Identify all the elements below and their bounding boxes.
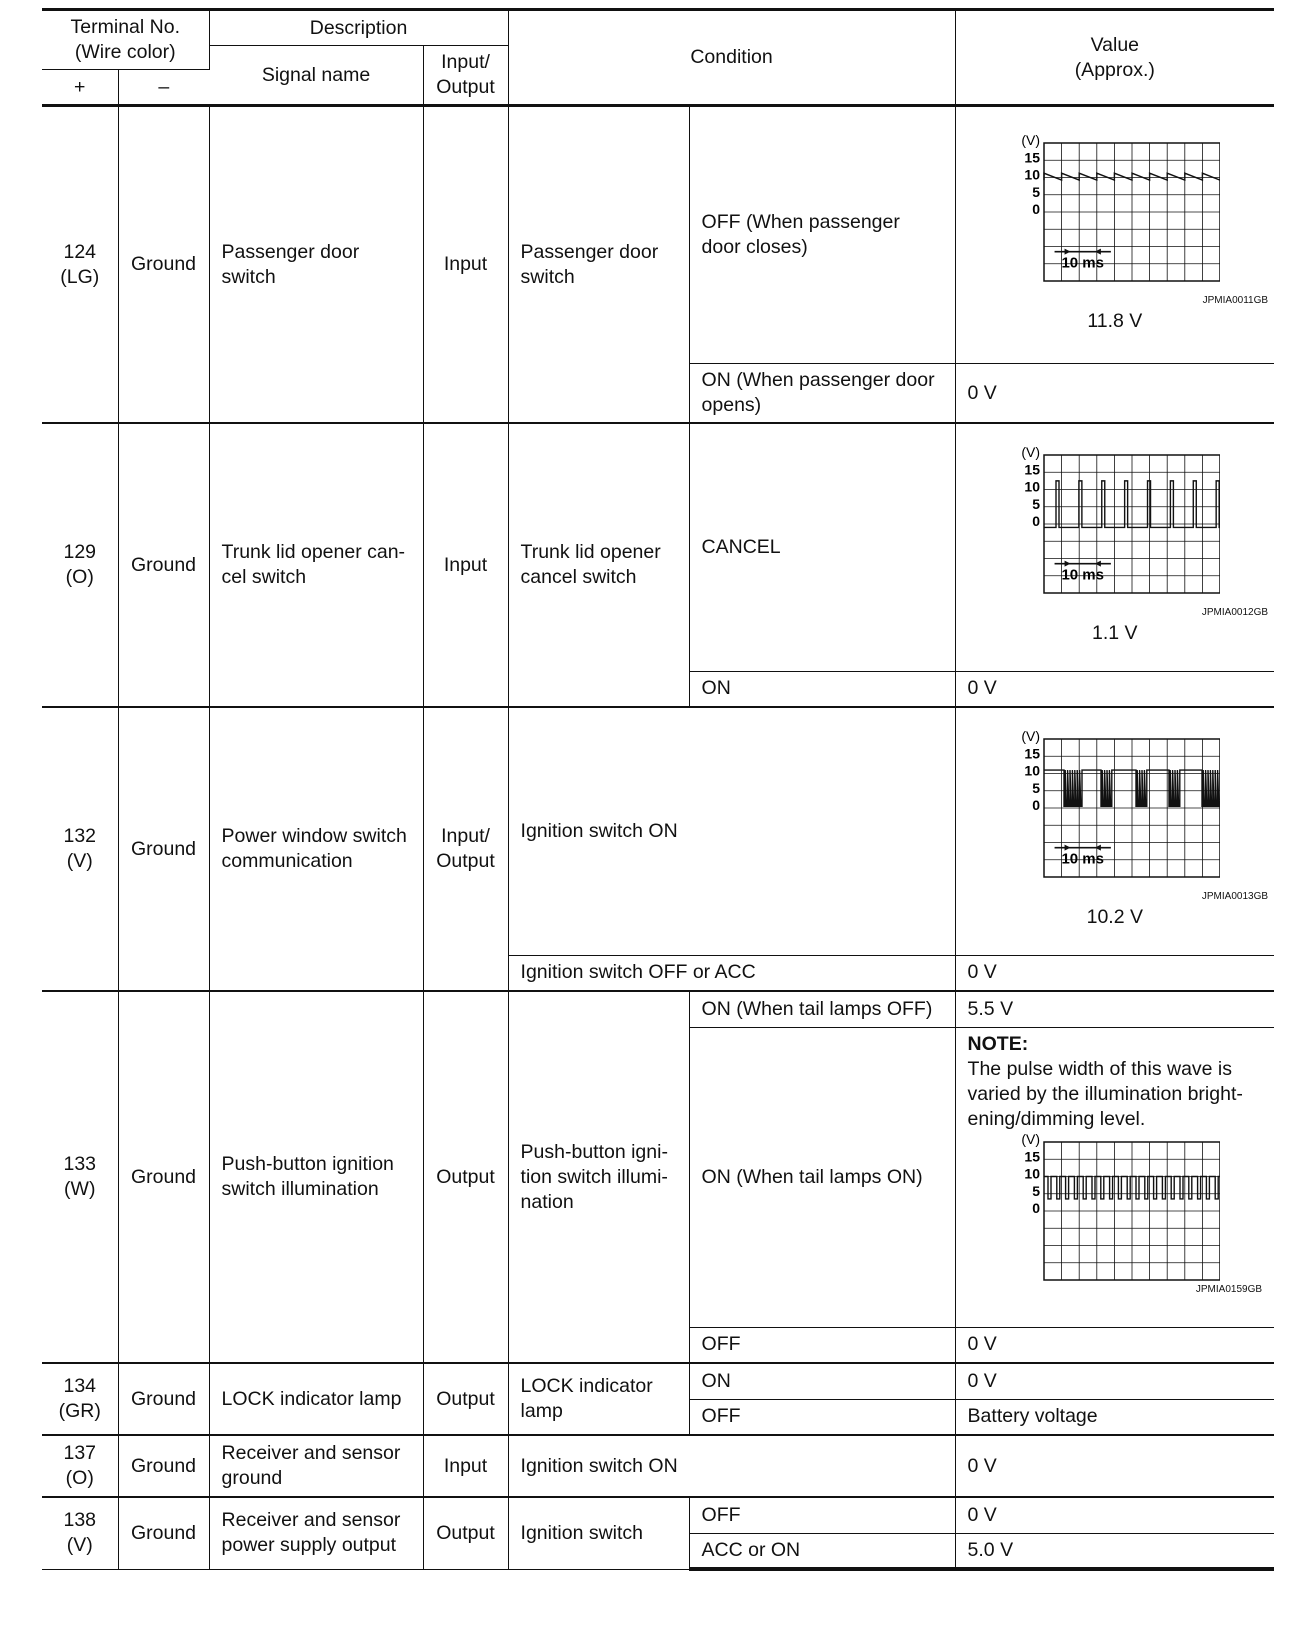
header-plus: + (42, 70, 118, 106)
header-value-label: Value (1090, 33, 1140, 56)
scope-tick-label: 15 (1024, 148, 1040, 165)
condition-state: CANCEL (689, 423, 955, 671)
terminal-table (42, 8, 1274, 1571)
minus-terminal: Ground (118, 1497, 209, 1569)
condition-state: ON (When tail lamps ON) (689, 1027, 955, 1327)
minus-terminal: Ground (118, 991, 209, 1363)
scope-tick-label: 10 (1024, 1165, 1040, 1181)
signal-name: Push-button ignition switch illumination (209, 991, 423, 1363)
minus-terminal: Ground (118, 707, 209, 991)
header-wire-color: (Wire color) (74, 41, 176, 63)
condition-state: ON (689, 1363, 955, 1399)
value-text: 10.2 V (1086, 905, 1143, 928)
condition-state: Ignition switch OFF or ACC (508, 955, 955, 991)
io-type: Output (423, 1497, 508, 1569)
header-condition: Condition (508, 10, 955, 106)
condition-state: OFF (689, 1327, 955, 1363)
scope-tick-label: 10 (1024, 478, 1040, 495)
waveform-trace (1044, 173, 1220, 180)
terminal-cell (42, 1435, 118, 1497)
value-text: 11.8 V (1087, 309, 1143, 332)
waveform-cell (955, 423, 1274, 671)
scope-tick-label: 5 (1032, 495, 1040, 512)
condition-state: ON (689, 671, 955, 707)
condition-state: Ignition switch ON (508, 707, 955, 955)
condition-group: Ignition switch (508, 1497, 689, 1569)
scope-tick-label: 15 (1024, 745, 1040, 761)
condition-state: OFF (689, 1497, 955, 1533)
io-type: Output (423, 991, 508, 1363)
condition-group: LOCK indicator lamp (508, 1363, 689, 1435)
value-text: 1.1 V (1092, 621, 1138, 644)
minus-terminal: Ground (118, 106, 209, 424)
value-text: 0 V (955, 1435, 1274, 1497)
scope-tick-label: 10 (1024, 762, 1040, 779)
terminal-cell (42, 707, 118, 991)
minus-terminal: Ground (118, 1435, 209, 1497)
waveform-figure (1010, 133, 1220, 293)
condition-group: Trunk lid opener cancel switch (508, 423, 689, 707)
waveform-figure (1010, 1132, 1220, 1282)
figure-code: JPMIA0159GB (1195, 1283, 1263, 1295)
io-type: Input (423, 106, 508, 424)
io-type: Output (423, 1363, 508, 1435)
terminal-table-page (42, 8, 1274, 1571)
scope-tick-label: 5 (1032, 183, 1040, 200)
note-cell (955, 1027, 1274, 1327)
signal-name: LOCK indicator lamp (209, 1363, 423, 1435)
header-output-label: Output (436, 76, 495, 98)
terminal-number: 134 (63, 1375, 97, 1397)
value-text: 0 V (955, 671, 1274, 707)
note-title: NOTE: (967, 1032, 1029, 1055)
header-description: Description (209, 10, 508, 46)
condition-state: ACC or ON (689, 1533, 955, 1569)
terminal-cell (42, 106, 118, 424)
figure-code: JPMIA0012GB (1201, 606, 1269, 618)
scope-tick-label: 0 (1032, 512, 1040, 529)
header-terminal-no: Terminal No. (70, 16, 180, 38)
scope-tick-label: 5 (1032, 1182, 1040, 1199)
condition-state: Ignition switch ON (508, 1435, 955, 1497)
scope-unit-label: (V) (1021, 444, 1040, 460)
wire-color: (V) (66, 1534, 93, 1557)
terminal-number: 124 (63, 240, 97, 263)
header-approx-label: (Approx.) (1074, 58, 1155, 81)
io-input-label: Input/ (441, 825, 490, 847)
wire-color: (GR) (58, 1400, 101, 1422)
terminal-cell (42, 423, 118, 707)
waveform-cell (955, 106, 1274, 364)
value-text: 0 V (955, 955, 1274, 991)
scope-tick-label: 15 (1024, 461, 1040, 477)
signal-name: Passenger door switch (209, 106, 423, 424)
condition-state: ON (When tail lamps OFF) (689, 991, 955, 1027)
wire-color: (O) (65, 1467, 94, 1489)
minus-terminal: Ground (118, 1363, 209, 1435)
scope-unit-label: (V) (1021, 1131, 1040, 1147)
terminal-cell (42, 1363, 118, 1435)
waveform-cell (955, 707, 1274, 955)
header-signal-name: Signal name (209, 46, 423, 106)
terminal-number: 138 (63, 1509, 97, 1532)
header-minus: – (118, 70, 209, 106)
terminal-cell (42, 991, 118, 1363)
terminal-number: 137 (63, 1442, 97, 1464)
header-input-output (423, 46, 508, 106)
minus-terminal: Ground (118, 423, 209, 707)
scope-tick-label: 0 (1032, 200, 1040, 217)
io-type: Input (423, 1435, 508, 1497)
scope-tick-label: 15 (1024, 1147, 1040, 1164)
terminal-cell (42, 1497, 118, 1569)
value-text: 0 V (955, 364, 1274, 424)
scope-tick-label: 5 (1032, 779, 1040, 796)
terminal-number: 129 (63, 541, 97, 563)
figure-code: JPMIA0011GB (1202, 294, 1269, 306)
signal-name: Trunk lid opener can-cel switch (209, 423, 423, 707)
header-terminal (42, 10, 209, 70)
time-base-label: 10 ms (1061, 850, 1104, 868)
scope-tick-label: 0 (1032, 796, 1040, 813)
signal-name: Receiver and sensor ground (209, 1435, 423, 1497)
wire-color: (W) (64, 1178, 96, 1200)
value-text: 0 V (955, 1363, 1274, 1399)
io-type (423, 707, 508, 991)
signal-name: Power window switch communication (209, 707, 423, 991)
condition-group: Push-button igni-tion switch illumi-nation (508, 991, 689, 1363)
value-text: Battery voltage (955, 1399, 1274, 1435)
wire-color: (V) (66, 850, 93, 872)
scope-tick-label: 0 (1032, 1199, 1040, 1216)
terminal-number: 132 (63, 825, 97, 847)
header-value (955, 10, 1274, 106)
header-input-label: Input/ (441, 51, 490, 73)
waveform-figure (1010, 445, 1220, 605)
time-base-label: 10 ms (1061, 254, 1104, 272)
value-text: 0 V (955, 1497, 1274, 1533)
scope-grid (1044, 1142, 1220, 1280)
condition-state: ON (When passenger door opens) (689, 364, 955, 424)
time-base-label: 10 ms (1061, 566, 1104, 584)
wire-color: (LG) (60, 265, 100, 288)
value-text: 5.5 V (955, 991, 1274, 1027)
scope-unit-label: (V) (1021, 132, 1040, 148)
io-type: Input (423, 423, 508, 707)
scope-unit-label: (V) (1021, 728, 1040, 744)
note-text: The pulse width of this wave is varied by the illumination bright-ening/dimming level. (967, 1057, 1243, 1130)
wire-color: (O) (65, 566, 94, 588)
condition-group: Passenger door switch (508, 106, 689, 424)
io-output-label: Output (436, 850, 495, 872)
scope-tick-label: 10 (1024, 166, 1040, 182)
terminal-number: 133 (63, 1153, 97, 1175)
condition-state: OFF (When passenger door closes) (689, 106, 955, 364)
value-text: 0 V (955, 1327, 1274, 1363)
figure-code: JPMIA0013GB (1201, 890, 1269, 902)
signal-name: Receiver and sensor power supply output (209, 1497, 423, 1569)
value-text: 5.0 V (955, 1533, 1274, 1569)
condition-state: OFF (689, 1399, 955, 1435)
waveform-figure (1010, 729, 1220, 889)
